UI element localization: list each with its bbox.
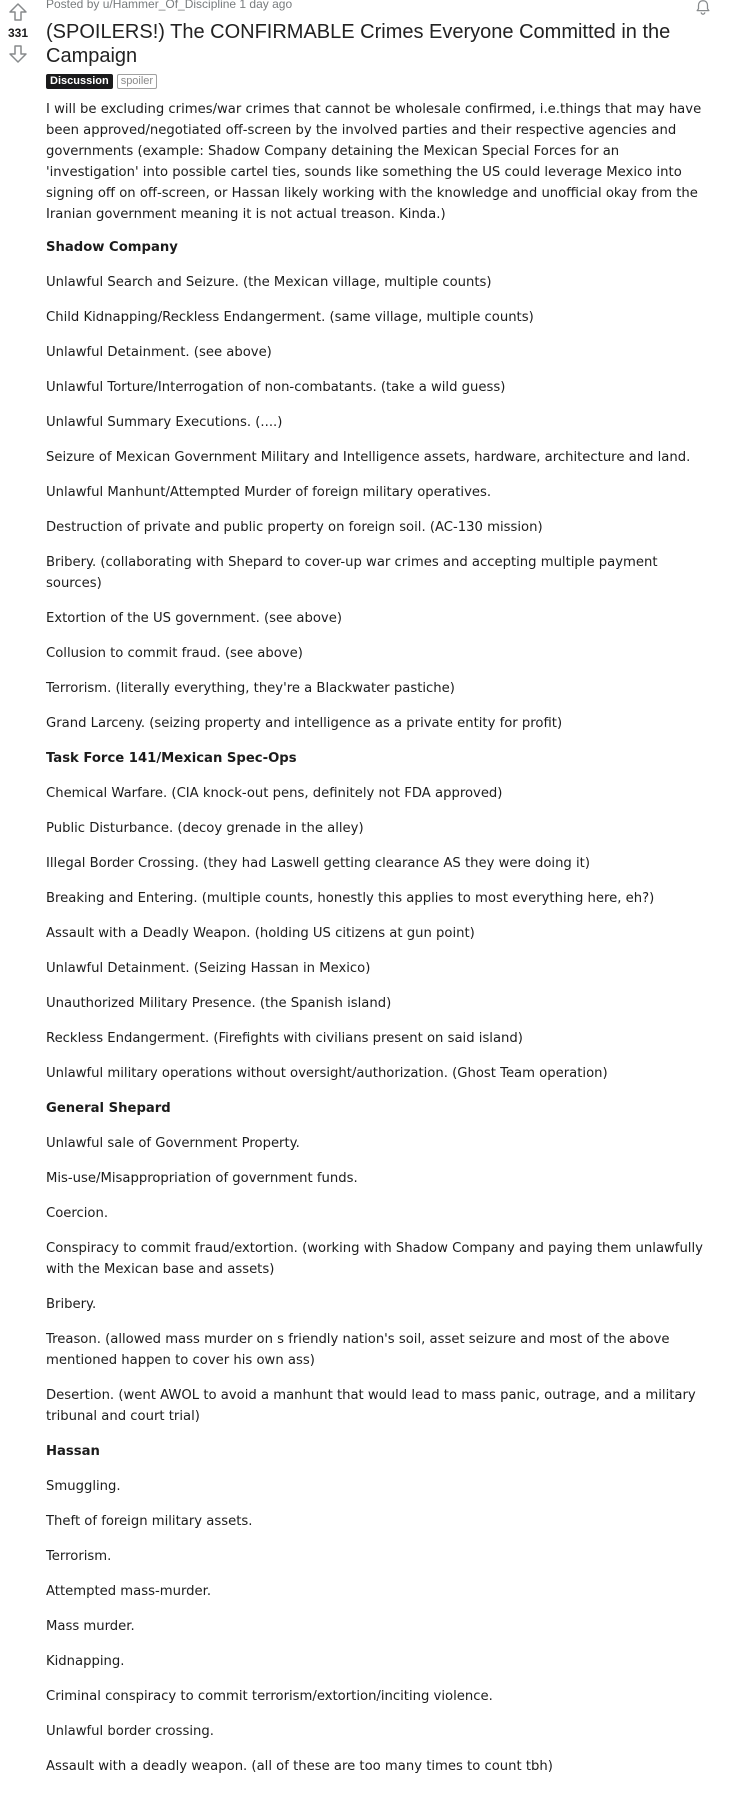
crime-item: Terrorism. — [46, 1549, 112, 1564]
crime-item: Bribery. — [46, 1297, 97, 1312]
crime-item: Unlawful Torture/Interrogation of non-combatants. (take a wild guess) — [46, 380, 506, 395]
crime-item: Smuggling. — [46, 1479, 121, 1494]
crime-item: Extortion of the US government. (see above) — [46, 611, 342, 626]
crime-item: Grand Larceny. (seizing property and intelligence as a private entity for profit) — [46, 716, 563, 731]
crime-item: Illegal Border Crossing. (they had Laswell getting clearance AS they were doing it) — [46, 856, 590, 871]
upvote-button[interactable] — [6, 0, 30, 24]
crime-item: Assault with a deadly weapon. (all of these are too many times to count tbh) — [46, 1759, 553, 1774]
vote-column — [0, 0, 36, 66]
post-content — [46, 0, 710, 1791]
post-intro: I will be excluding crimes/war crimes that cannot be wholesale confirmed, i.e.things that may have been approved/negotiated off-screen by the involved parties and their respective agencies and governments (example: Shadow Company detaining the Mexican Special Forces for an 'investigation' into possible cartel ties, sounds like something the US could leverage Mexico into signing off on off-screen, or Hassan likely working with the knowledge and unofficial okay from the Iranian government meaning it is not actual treason. Kinda.) — [46, 102, 702, 222]
post-meta: Posted by u/Hammer_Of_Discipline 1 day ago — [46, 0, 293, 11]
post-flairs — [46, 74, 710, 89]
crime-item: Unauthorized Military Presence. (the Spanish island) — [46, 996, 392, 1011]
section-heading: Task Force 141/Mexican Spec-Ops — [46, 751, 297, 766]
crime-item: Unlawful Search and Seizure. (the Mexican village, multiple counts) — [46, 275, 492, 290]
section-heading: Hassan — [46, 1444, 100, 1459]
vote-count: 331 — [7, 26, 29, 40]
crime-item: Unlawful sale of Government Property. — [46, 1136, 300, 1151]
crime-item: Conspiracy to commit fraud/extortion. (working with Shadow Company and paying them unlawfully with the Mexican base and assets) — [46, 1241, 703, 1277]
crime-item: Kidnapping. — [46, 1654, 125, 1669]
crime-item: Breaking and Entering. (multiple counts, honestly this applies to most everything here, eh?) — [46, 891, 655, 906]
crime-item: Public Disturbance. (decoy grenade in the alley) — [46, 821, 364, 836]
crime-item: Collusion to commit fraud. (see above) — [46, 646, 303, 661]
crime-item: Treason. (allowed mass murder on s friendly nation's soil, asset seizure and most of the above mentioned happen to cover his own ass) — [46, 1332, 670, 1368]
crime-item: Terrorism. (literally everything, they're a Blackwater pastiche) — [46, 681, 455, 696]
discussion-flair[interactable]: Discussion — [46, 74, 113, 89]
crime-item: Bribery. (collaborating with Shepard to cover-up war crimes and accepting multiple payment sources) — [46, 555, 658, 591]
crime-item: Assault with a Deadly Weapon. (holding US citizens at gun point) — [46, 926, 475, 941]
upvote-arrow-icon — [8, 2, 28, 22]
crime-item: Unlawful Summary Executions. (....) — [46, 415, 283, 430]
post-title[interactable]: (SPOILERS!) The CONFIRMABLE Crimes Everyone Committed in the Campaign — [46, 21, 671, 67]
crime-item: Coercion. — [46, 1206, 109, 1221]
crime-item: Seizure of Mexican Government Military and Intelligence assets, hardware, architecture and land. — [46, 450, 691, 465]
crime-item: Mass murder. — [46, 1619, 135, 1634]
crime-item: Unlawful Detainment. (Seizing Hassan in Mexico) — [46, 961, 371, 976]
crime-item: Criminal conspiracy to commit terrorism/extortion/inciting violence. — [46, 1689, 493, 1704]
crime-item: Unlawful Manhunt/Attempted Murder of foreign military operatives. — [46, 485, 492, 500]
crime-item: Unlawful Detainment. (see above) — [46, 345, 272, 360]
crime-item: Attempted mass-murder. — [46, 1584, 212, 1599]
spoiler-tag: spoiler — [117, 74, 157, 89]
crime-item: Mis-use/Misappropriation of government funds. — [46, 1171, 358, 1186]
crime-item: Unlawful border crossing. — [46, 1724, 214, 1739]
crime-item: Child Kidnapping/Reckless Endangerment. (same village, multiple counts) — [46, 310, 534, 325]
crime-item: Reckless Endangerment. (Firefights with civilians present on said island) — [46, 1031, 523, 1046]
section-heading: Shadow Company — [46, 240, 178, 255]
crime-item: Desertion. (went AWOL to avoid a manhunt that would lead to mass panic, outrage, and a military tribunal and court trial) — [46, 1388, 696, 1424]
crime-item: Unlawful military operations without oversight/authorization. (Ghost Team operation) — [46, 1066, 608, 1081]
crime-item: Theft of foreign military assets. — [46, 1514, 253, 1529]
section-heading: General Shepard — [46, 1101, 171, 1116]
downvote-button[interactable] — [6, 42, 30, 66]
post-body — [46, 99, 710, 1777]
crime-item: Destruction of private and public property on foreign soil. (AC-130 mission) — [46, 520, 543, 535]
crime-item: Chemical Warfare. (CIA knock-out pens, definitely not FDA approved) — [46, 786, 503, 801]
downvote-arrow-icon — [8, 44, 28, 64]
